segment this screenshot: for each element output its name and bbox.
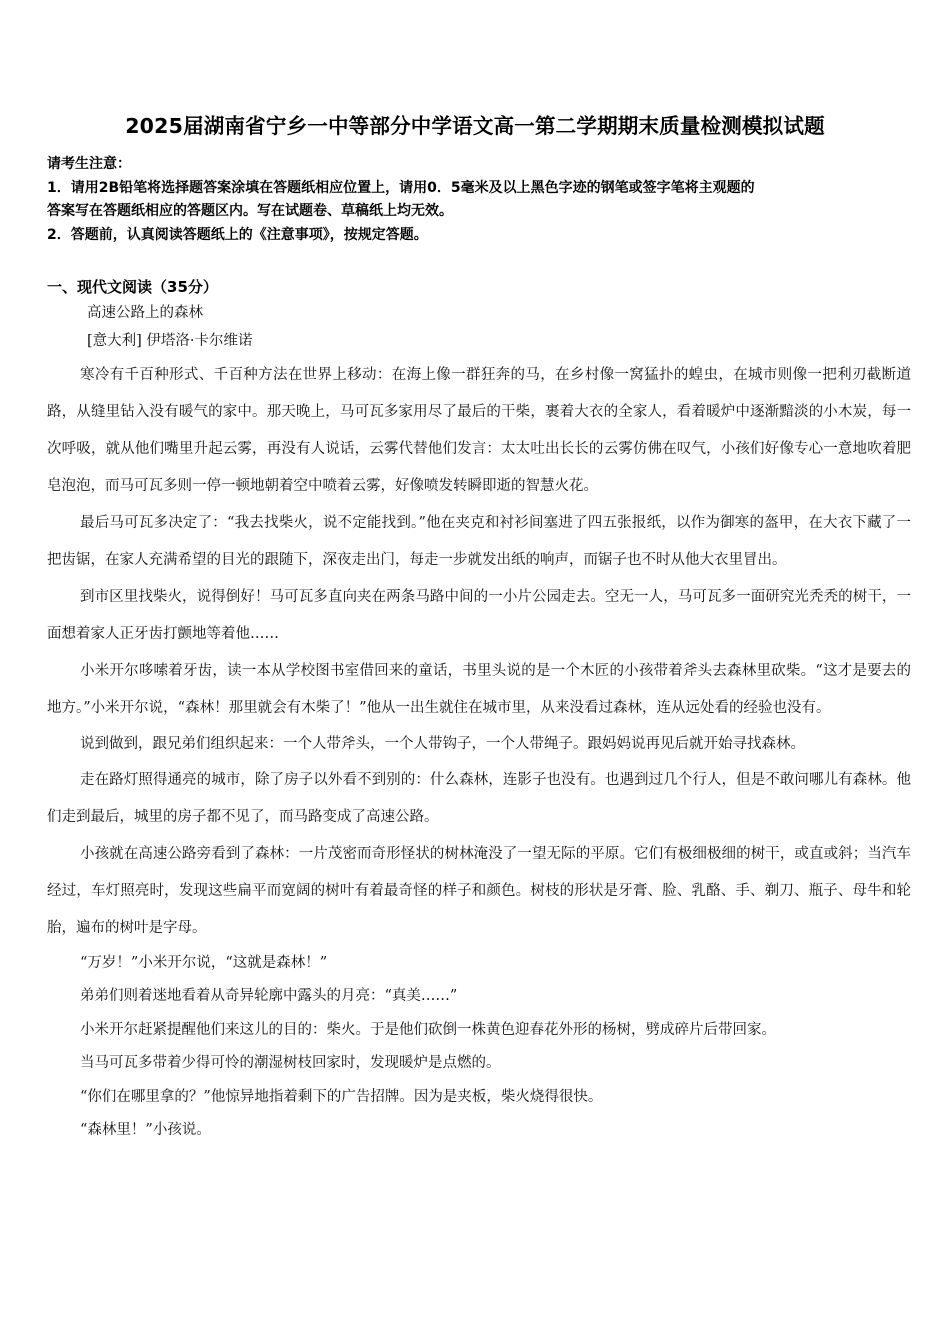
notice-line: 答案写在答题纸相应的答题区内。写在试题卷、草稿纸上均无效。 <box>47 203 453 219</box>
paragraph: 寒冷有千百种形式、千百种方法在世界上移动：在海上像一群狂奔的马，在乡村像一窝猛扑的蝗虫，在城市则像一把利刃截断道路，从缝里钻入没有暖气的家中。那天晚上，马可瓦多家用尽了最后的干柴，裹着大衣的全家人，看着暖炉中逐渐黯淡的小木炭，每一次呼吸，就从他们嘴里升起云雾，再没有人说话，云雾代替他们发言：太太吐出长长的云雾仿佛在叹气，小孩们好像专心一意地吹着肥皂泡泡，而马可瓦多则一停一顿地朝着空中喷着云雾，好像喷发转瞬即逝的智慧火花。 <box>47 367 911 494</box>
paragraph: 弟弟们则着迷地看着从奇异轮廓中露头的月亮：“真美……” <box>80 988 458 1004</box>
paragraph: 走在路灯照得通亮的城市，除了房子以外看不到别的：什么森林，连影子也没有。也遇到过几个行人，但是不敢问哪儿有森林。他们走到最后，城里的房子都不见了，而马路变成了高速公路。 <box>47 771 911 825</box>
notice-heading: 请考生注意： <box>47 156 131 172</box>
exam-notice <box>47 153 907 247</box>
notice-line: 1．请用2B铅笔将选择题答案涂填在答题纸相应位置上，请用0．5毫米及以上黑色字迹的钢笔或签字笔将主观题的 <box>47 179 755 196</box>
paragraph: 小孩就在高速公路旁看到了森林：一片茂密而奇形怪状的树林淹没了一望无际的平原。它们有极细极细的树干，或直或斜；当汽车经过，车灯照亮时，发现这些扁平而宽阔的树叶有着最奇怪的样子和颜色。树枝的形状是牙膏、脸、乳酪、手、剃刀、瓶子、母牛和轮胎，遍布的树叶是字母。 <box>47 845 911 936</box>
paragraph: 最后马可瓦多决定了：“我去找柴火，说不定能找到。”他在夹克和衬衫间塞进了四五张报纸，以作为御寒的盔甲，在大衣下藏了一把齿锯，在家人充满希望的目光的跟随下，深夜走出门，每走一步就发出纸的响声，而锯子也不时从他大衣里冒出。 <box>47 515 911 568</box>
section-heading: 一、现代文阅读（35分） <box>47 278 218 296</box>
paragraph: “你们在哪里拿的？”他惊异地指着剩下的广告招牌。因为是夹板，柴火烧得很快。 <box>80 1088 603 1105</box>
paragraph: 小米开尔赶紧提醒他们来这儿的目的：柴火。于是他们砍倒一株黄色迎春花外形的杨树，劈成碎片后带回家。 <box>80 1021 776 1038</box>
paragraph: “万岁！”小米开尔说，“这就是森林！” <box>80 954 328 971</box>
paragraph: 到市区里找柴火，说得倒好！马可瓦多直向夹在两条马路中间的一小片公园走去。空无一人，马可瓦多一面研究光秃秃的树干，一面想着家人正牙齿打颤地等着他…… <box>47 589 911 642</box>
reading-passage <box>47 300 911 1148</box>
paragraph: 说到做到，跟兄弟们组织起来：一个人带斧头，一个人带钩子，一个人带绳子。跟妈妈说再见后就开始寻找森林。 <box>80 736 805 752</box>
paragraph: 小米开尔哆嗦着牙齿，读一本从学校图书室借回来的童话，书里头说的是一个木匠的小孩带着斧头去森林里砍柴。“这才是要去的地方。”小米开尔说，“森林！那里就会有木柴了！”他从一出生就住在城市里，从来没看过森林，连从远处看的经验也没有。 <box>47 663 911 716</box>
paragraph: “森林里！”小孩说。 <box>80 1122 211 1138</box>
page-title: 2025届湖南省宁乡一中等部分中学语文高一第二学期期末质量检测模拟试题 <box>125 114 825 138</box>
article-title: 高速公路上的森林 <box>87 305 203 321</box>
notice-line: 2．答题前，认真阅读答题纸上的《注意事项》，按规定答题。 <box>47 226 428 243</box>
paragraph: 当马可瓦多带着少得可怜的潮湿树枝回家时，发现暖炉是点燃的。 <box>80 1055 501 1071</box>
article-author: [意大利] 伊塔洛·卡尔维诺 <box>87 333 253 349</box>
